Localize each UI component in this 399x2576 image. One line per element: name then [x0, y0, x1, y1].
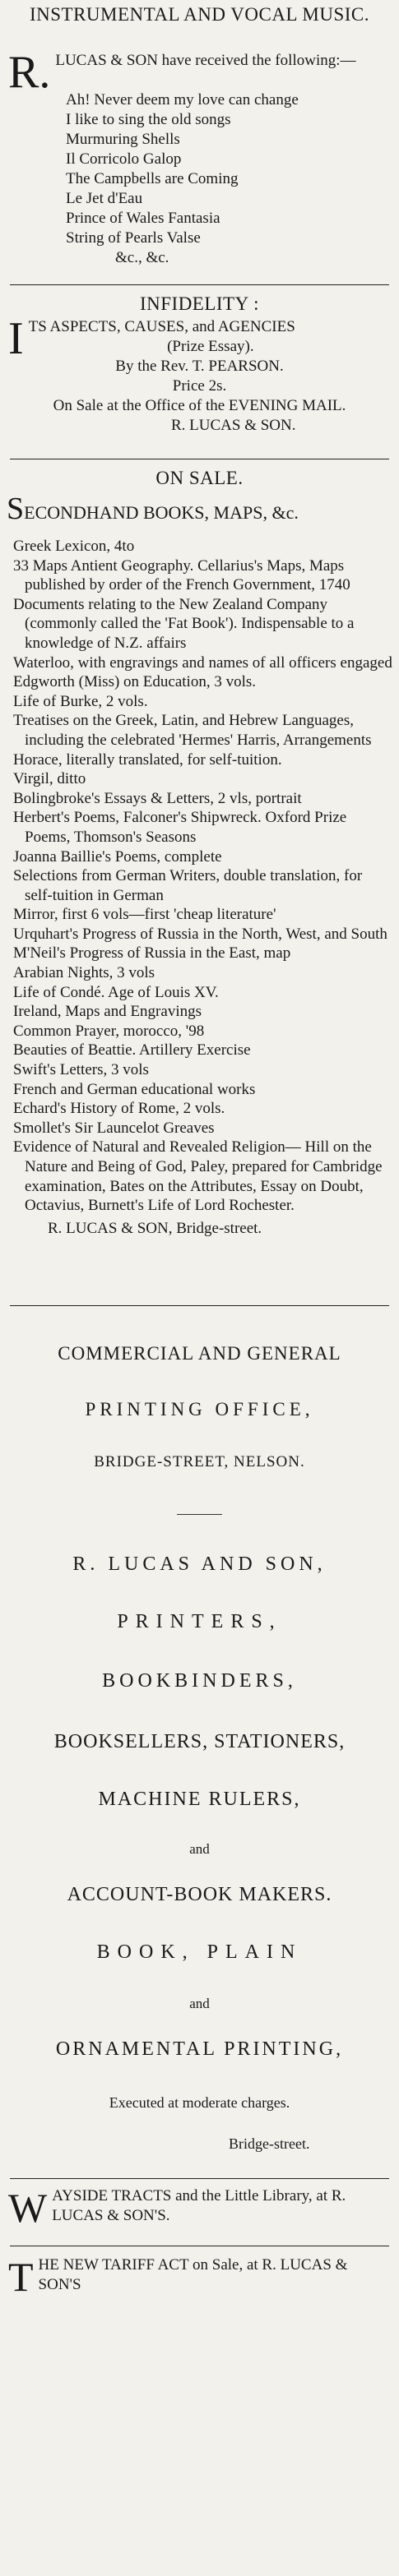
infidelity-body [7, 313, 392, 436]
bridge-street: Bridge-street. [229, 2135, 310, 2152]
tariff-dropcap: T [8, 2254, 34, 2300]
book-item: Horace, literally translated, for self-tuition. [13, 750, 282, 769]
book-item: Selections from German Writers, double translation, for self-tuition in German [13, 867, 363, 904]
book-item: Life of Burke, 2 vols. [13, 692, 148, 710]
book-item: French and German educational works [13, 1080, 256, 1098]
book-item: Beauties of Beattie. Artillery Exercise [13, 1041, 251, 1059]
trade-ornamental: ORNAMENTAL PRINTING, [55, 2038, 344, 2060]
and-text: and [189, 1996, 210, 2011]
tariff-ad [7, 2254, 392, 2300]
book-item: Virgil, ditto [13, 770, 86, 788]
book-item: Mirror, first 6 vols—first 'cheap literature' [13, 906, 276, 924]
book-list [7, 537, 392, 1216]
divider [10, 1305, 389, 1306]
book-item: Bolingbroke's Essays & Letters, 2 vls, portrait [13, 789, 302, 807]
song-item: Le Jet d'Eau [66, 190, 143, 207]
infidelity-author: By the Rev. T. PEARSON. [115, 358, 284, 375]
book-item: Documents relating to the New Zealand Company (commonly called the 'Fat Book'). Indispensable to a knowledge of N.Z. affairs [13, 595, 355, 652]
book-item: Urquhart's Progress of Russia in the North, West, and South [13, 925, 387, 943]
book-item: Smollet's Sir Launcelot Greaves [13, 1119, 215, 1137]
books-heading: ECONDHAND BOOKS, MAPS, &c. [24, 502, 299, 523]
book-item: Edgworth (Miss) on Education, 3 vols. [13, 673, 257, 691]
executed-text: Executed at moderate charges. [109, 2094, 290, 2111]
music-ad-intro: LUCAS & SON have received the following:— [55, 52, 356, 69]
printing-address: BRIDGE-STREET, NELSON. [94, 1453, 305, 1470]
wayside-text: AYSIDE TRACTS and the Little Library, at R. LUCAS & SON'S. [52, 2187, 346, 2224]
divider-short [177, 1514, 222, 1515]
trade-machine-rulers: MACHINE RULERS, [98, 1789, 301, 1810]
divider [10, 2178, 389, 2179]
music-ad-body [7, 47, 392, 268]
trade-account-book: ACCOUNT-BOOK MAKERS. [67, 1884, 332, 1905]
book-item: Echard's History of Rome, 2 vols. [13, 1100, 225, 1118]
book-item: Waterloo, with engravings and names of all officers engaged [13, 653, 392, 672]
song-item: I like to sing the old songs [66, 111, 231, 128]
book-item: Greek Lexicon, 4to [13, 538, 135, 555]
wayside-ad [7, 2185, 392, 2231]
music-ad-dropcap: R. [8, 47, 51, 98]
book-item: M'Neil's Progress of Russia in the East, map [13, 944, 291, 963]
printing-line-1: COMMERCIAL AND GENERAL [58, 1343, 341, 1364]
infidelity-price: Price 2s. [172, 377, 227, 395]
trade-book-plain: BOOK, PLAIN [96, 1941, 303, 1963]
book-item: 33 Maps Antient Geography. Cellarius's Maps, Maps published by order of the French Government, 1740 [13, 556, 350, 594]
book-item: Treatises on the Greek, Latin, and Hebrew Languages, including the celebrated 'Hermes' Harris, Arrangements [13, 712, 372, 749]
song-item: Prince of Wales Fantasia [66, 210, 220, 227]
tariff-text: HE NEW TARIFF ACT on Sale, at R. LUCAS & SON'S [38, 2256, 348, 2293]
infidelity-dropcap: I [8, 313, 24, 364]
book-item: Herbert's Poems, Falconer's Shipwreck. Oxford Prize Poems, Thomson's Seasons [13, 809, 347, 846]
trade-printers: PRINTERS, [117, 1611, 282, 1632]
trade-booksellers: BOOKSELLERS, STATIONERS, [53, 1731, 346, 1752]
books-dropcap: S [7, 492, 25, 526]
infidelity-sale: On Sale at the Office of the EVENING MAIL. [53, 397, 346, 414]
book-item: Ireland, Maps and Engravings [13, 1003, 202, 1021]
infidelity-title: INFIDELITY : [139, 293, 260, 314]
and-text: and [189, 1841, 210, 1857]
book-item: Arabian Nights, 3 vols [13, 964, 155, 982]
music-ad-title: INSTRUMENTAL AND VOCAL MUSIC. [29, 4, 370, 25]
book-item: Swift's Letters, 3 vols [13, 1061, 149, 1079]
firm-name: R. LUCAS AND SON, [72, 1553, 327, 1575]
book-item: Life of Condé. Age of Louis XV. [13, 983, 219, 1001]
divider [10, 284, 389, 285]
song-item: String of Pearls Valse [66, 229, 201, 247]
infidelity-seller: R. LUCAS & SON. [171, 417, 296, 434]
song-item: Ah! Never deem my love can change [66, 91, 299, 108]
printing-line-2: PRINTING OFFICE, [85, 1399, 314, 1420]
books-ad-body [7, 492, 392, 1238]
song-list [7, 90, 392, 268]
book-item: Common Prayer, morocco, '98 [13, 1022, 205, 1040]
wayside-dropcap: W [8, 2185, 48, 2231]
song-item: Murmuring Shells [66, 131, 180, 148]
book-item: Evidence of Natural and Revealed Religion— Hill on the Nature and Being of God, Paley, prepared for Cambridge examination, Bates on the Attributes, Essay on Doubt, Octavius, Burnett's Life of Lord Rochester. [13, 1138, 383, 1215]
books-heading-row [7, 492, 392, 530]
infidelity-subtitle: TS ASPECTS, CAUSES, and AGENCIES [28, 318, 295, 335]
on-sale-title: ON SALE. [155, 468, 244, 488]
trade-bookbinders: BOOKBINDERS, [102, 1670, 297, 1692]
song-item: The Campbells are Coming [66, 170, 239, 187]
infidelity-essay: (Prize Essay). [167, 338, 254, 355]
song-item: Il Corricolo Galop [66, 150, 182, 168]
books-seller: R. LUCAS & SON, Bridge-street. [48, 1219, 262, 1237]
song-item: &c., &c. [115, 249, 169, 266]
book-item: Joanna Baillie's Poems, complete [13, 847, 222, 866]
